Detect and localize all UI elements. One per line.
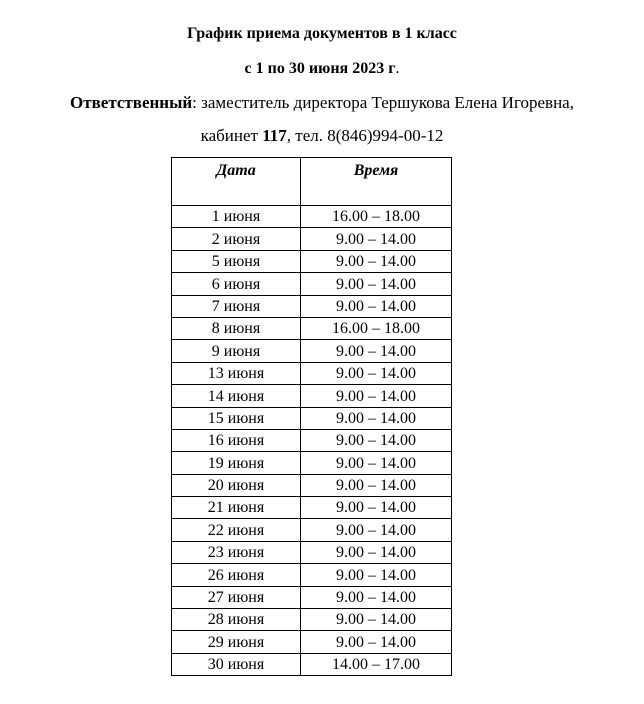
cell-time: 9.00 – 14.00 <box>301 452 452 474</box>
table-row <box>172 273 452 295</box>
cell-time: 9.00 – 14.00 <box>301 519 452 541</box>
cell-date: 23 июня <box>172 541 301 563</box>
table-row <box>172 452 452 474</box>
responsible-line <box>0 93 644 113</box>
cell-time: 9.00 – 14.00 <box>301 429 452 451</box>
cell-date: 28 июня <box>172 609 301 631</box>
cell-time: 9.00 – 14.00 <box>301 541 452 563</box>
table-row <box>172 295 452 317</box>
cell-time: 9.00 – 14.00 <box>301 295 452 317</box>
schedule-table <box>171 157 452 676</box>
column-header-time: Время <box>301 158 452 206</box>
cell-time: 9.00 – 14.00 <box>301 273 452 295</box>
table-row <box>172 609 452 631</box>
cell-time: 9.00 – 14.00 <box>301 228 452 250</box>
cell-time: 9.00 – 14.00 <box>301 474 452 496</box>
table-row <box>172 362 452 384</box>
office-line <box>0 126 644 146</box>
table-row <box>172 631 452 653</box>
cell-date: 15 июня <box>172 407 301 429</box>
cell-time: 9.00 – 14.00 <box>301 407 452 429</box>
table-row <box>172 653 452 675</box>
cell-date: 7 июня <box>172 295 301 317</box>
cell-time: 9.00 – 14.00 <box>301 609 452 631</box>
cell-date: 8 июня <box>172 317 301 339</box>
cell-date: 5 июня <box>172 250 301 272</box>
table-row <box>172 407 452 429</box>
table-row <box>172 206 452 228</box>
cell-time: 9.00 – 14.00 <box>301 497 452 519</box>
document-date-range <box>0 59 644 79</box>
cell-time: 16.00 – 18.00 <box>301 206 452 228</box>
schedule-body <box>172 206 452 676</box>
responsible-label: Ответственный <box>70 93 193 112</box>
cell-time: 9.00 – 14.00 <box>301 250 452 272</box>
cell-date: 6 июня <box>172 273 301 295</box>
table-row <box>172 228 452 250</box>
table-row <box>172 340 452 362</box>
table-header-row <box>172 158 452 206</box>
cell-time: 9.00 – 14.00 <box>301 631 452 653</box>
cell-date: 20 июня <box>172 474 301 496</box>
cell-date: 19 июня <box>172 452 301 474</box>
table-row <box>172 250 452 272</box>
cell-time: 9.00 – 14.00 <box>301 385 452 407</box>
cell-date: 9 июня <box>172 340 301 362</box>
cell-time: 9.00 – 14.00 <box>301 340 452 362</box>
cell-time: 16.00 – 18.00 <box>301 317 452 339</box>
cell-time: 9.00 – 14.00 <box>301 362 452 384</box>
office-number: 117 <box>262 126 287 145</box>
cell-date: 14 июня <box>172 385 301 407</box>
cell-date: 13 июня <box>172 362 301 384</box>
cell-date: 21 июня <box>172 497 301 519</box>
table-row <box>172 541 452 563</box>
cell-date: 29 июня <box>172 631 301 653</box>
cell-date: 1 июня <box>172 206 301 228</box>
cell-time: 9.00 – 14.00 <box>301 564 452 586</box>
table-row <box>172 519 452 541</box>
column-header-date: Дата <box>172 158 301 206</box>
table-row <box>172 474 452 496</box>
cell-date: 16 июня <box>172 429 301 451</box>
table-row <box>172 385 452 407</box>
cell-date: 27 июня <box>172 586 301 608</box>
table-row <box>172 497 452 519</box>
cell-date: 30 июня <box>172 653 301 675</box>
cell-date: 26 июня <box>172 564 301 586</box>
date-range-period: . <box>395 60 400 77</box>
date-range-text: с 1 по 30 июня 2023 г <box>244 60 396 77</box>
cell-time: 14.00 – 17.00 <box>301 653 452 675</box>
cell-date: 2 июня <box>172 228 301 250</box>
table-row <box>172 586 452 608</box>
document-title: График приема документов в 1 класс <box>187 25 457 42</box>
table-row <box>172 317 452 339</box>
responsible-text: : заместитель директора Тершукова Елена Игоревна, <box>192 93 574 112</box>
cell-date: 22 июня <box>172 519 301 541</box>
office-phone: , тел. 8(846)994-00-12 <box>286 126 444 145</box>
table-row <box>172 564 452 586</box>
cell-time: 9.00 – 14.00 <box>301 586 452 608</box>
table-row <box>172 429 452 451</box>
office-prefix: кабинет <box>200 126 263 145</box>
